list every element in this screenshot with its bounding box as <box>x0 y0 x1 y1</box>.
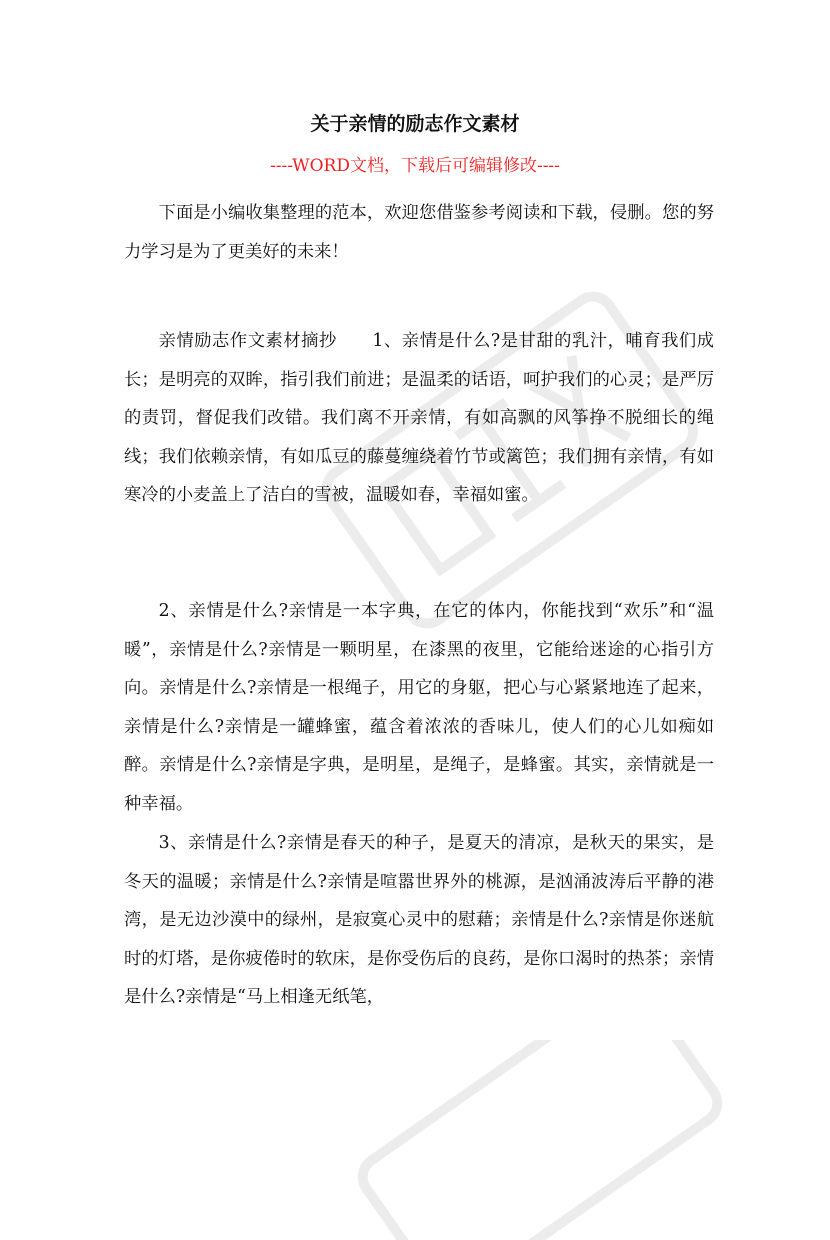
document-title: 关于亲情的励志作文素材 <box>310 113 520 135</box>
watermark-logo-bottom <box>330 1040 750 1240</box>
body-paragraph-3: 3、亲情是什么?亲情是春天的种子，是夏天的清凉，是秋天的果实，是冬天的温暖；亲情是什么?亲情是喧嚣世界外的桃源，是汹涌波涛后平静的港湾，是无边沙漠中的绿州，是寂寞心灵中的慰藉；亲情是什么?亲情是你迷航时的灯塔，是你疲倦时的软床，是你受伤后的良药，是你口渴时的热茶；亲情是什么?亲情是“马上相逢无纸笔， <box>124 833 714 1008</box>
body-paragraph-1: 亲情励志作文素材摘抄 1、亲情是什么?是甘甜的乳汁，哺育我们成长；是明亮的双眸，指引我们前进；是温柔的话语，呵护我们的心灵；是严厉的责罚，督促我们改错。我们离不开亲情，有如高飘的风筝挣不脱细长的绳线；我们依赖亲情，有如瓜豆的藤蔓缠绕着竹节或篱笆；我们拥有亲情，有如寒冷的小麦盖上了洁白的雪被，温暖如春，幸福如蜜。 <box>124 331 714 506</box>
intro-paragraph: 下面是小编收集整理的范本，欢迎您借鉴参考阅读和下载，侵删。您的努力学习是为了更美好的未来！ <box>124 203 714 262</box>
document-subtitle: ----WORD文档，下载后可编辑修改---- <box>270 156 560 176</box>
body-paragraph-2: 2、亲情是什么?亲情是一本字典，在它的体内，你能找到“欢乐”和“温暖”，亲情是什么?亲情是一颗明星，在漆黑的夜里，它能给迷途的心指引方向。亲情是什么?亲情是一根绳子，用它的身躯，把心与心紧紧地连了起来，亲情是什么?亲情是一罐蜂蜜，蕴含着浓浓的香味儿，使人们的心儿如痴如醉。亲情是什么?亲情是字典，是明星，是绳子，是蜂蜜。其实，亲情就是一种幸福。 <box>124 601 714 814</box>
